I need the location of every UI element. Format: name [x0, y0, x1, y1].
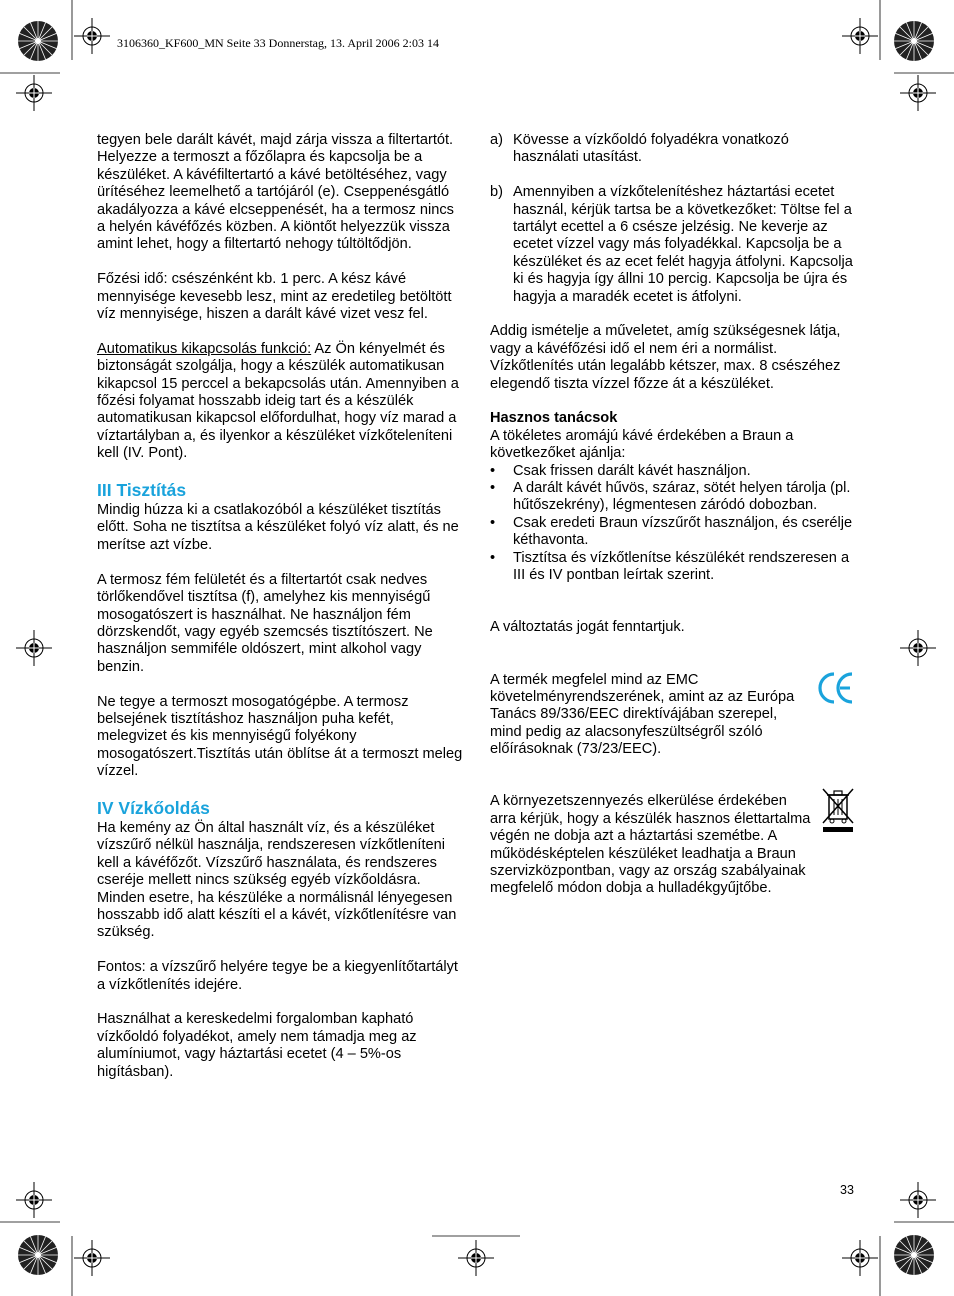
- paragraph-cleaning-2: A termosz fém felületét és a filtertartót csak nedves törlőkendővel tisztítsa (f), amelyhez kis mennyiségű mosogatószert is használhat. Ne használjon fém dörzskendőt, vagy egyéb szemcsés tisztítószert. Ne használjon semmiféle oldószert, mint alkohol vagy benzin.: [97, 571, 433, 675]
- registration-mark-icon: [900, 75, 936, 111]
- registration-mark-icon: [842, 1240, 878, 1276]
- tip-text: Csak eredeti Braun vízszűrőt használjon, és cserélje kéthavonta.: [513, 514, 853, 549]
- registration-mark-icon: [894, 1235, 934, 1275]
- emc-text: A termék megfelel mind az EMC követelményrendszerének, amint az az Európa Tanács 89/336/EEC direktívájában szerepel, mind pedig az alacsonyfeszültségről szóló előírásoknak (73/23/EEC).: [490, 671, 795, 758]
- registration-mark-icon: [458, 1240, 494, 1276]
- bullet: •: [490, 480, 496, 497]
- registration-mark-icon: [74, 1240, 110, 1276]
- paragraph-descaling-3: Használhat a kereskedelmi forgalomban kapható vízkőoldó folyadékot, amely nem támadja meg az alumíniumot, vagy háztartási ecetet (4 – 5%-os higításban).: [97, 1011, 417, 1080]
- tip-text: A darált kávét hűvös, száraz, sötét helyen tárolja (pl. hűtőszekrény), légmentesen záródó dobozban.: [513, 480, 851, 514]
- paragraph-descaling-1: Ha kemény az Ön által használt víz, és a készüléket vízszűrő nélkül használja, rendszeresen vízkőtleníteni kell a kávéfőzőt. Vízszűrő használata, és rendszeres cseréje mellett nincs szükség egyéb vízkőoldásra. Minden esetre, ha készüléke a normálisnál lényegesen hosszabb idő alatt készíti el a kávét, vízkőtlenítésre van szükség.: [97, 819, 457, 941]
- registration-mark-icon: [16, 1182, 52, 1218]
- auto-off-text: Az Ön kényelmét és biztonságát szolgálja, hogy a készülék automatikusan kikapcsol 15 perccel a bekapcsolás után. Amennyiben a főzési folyamat hosszabb ideig tart és a készülék automatikusan kikapcsol előfordulhat, hogy víz marad a víztartályban a, és ilyenkor a készüléket vízkőteleníteni kell (IV. Pont).: [97, 340, 459, 462]
- bullet: •: [490, 549, 496, 566]
- registration-mark-icon: [894, 21, 934, 61]
- paragraph-repeat: Addig ismételje a műveletet, amíg szükségesnek látja, vagy a kávéfőzési idő el nem éri a normálist. Vízkőtlenítés után legalább kétszer, max. 8 csészéhez elegendő tiszta vízzel főzze át a készüléket.: [490, 323, 841, 392]
- tips-title: Hasznos tanácsok: [490, 410, 618, 427]
- bullet: •: [490, 462, 496, 479]
- registration-mark-icon: [16, 630, 52, 666]
- paragraph-brewing: tegyen bele darált kávét, majd zárja vissza a filtertartót. Helyezze a termoszt a főzőlapra és kapcsolja be a készüléket. A kávéfiltertartó a kávé betöltéséhez, vagy ürítéséhez leemelhető a tartójáról (e). Cseppenésgátló akadályozza a kávé elcseppenését, ha a termosz nincs a helyén kávéfőzés közben. A kiöntőt helyezzük vissza amint lehet, hogy a filtertartó nehogy túltöltődjön.: [97, 132, 454, 253]
- paragraph-cleaning-1: Mindig húzza ki a csatlakozóból a készüléket tisztítás előtt. Soha ne tisztítsa a készüléket folyó víz alatt, és ne merítse azt vízbe.: [97, 502, 459, 553]
- heading-descaling: IV Vízkőoldás: [97, 797, 210, 818]
- paragraph-descaling-2: Fontos: a vízszűrő helyére tegye be a kiegyenlítőtartályt a vízkőtlenítés idejére.: [97, 959, 458, 993]
- registration-mark-icon: [18, 1235, 58, 1275]
- registration-mark-icon: [842, 18, 878, 54]
- list-text: Amennyiben a vízkőtelenítéshez háztartási ecetet használ, kérjük tartsa be a következőket: Töltse fel a tartályt ecettel a 6 csésze jelzésig. Ne keverje az ecetet vízzel vagy más folyadékkal. Kapcsolja be a készüléket és az ecet felét hagyja átfolyni. Kapcsolja ki és hagyja így állni 10 percig. Kapcsolja be újra és hagyja a maradék ecetet is átfolyni.: [513, 184, 853, 305]
- tips-intro: A tökéletes aromájú kávé érdekében a Braun a következőket ajánlja:: [490, 427, 794, 462]
- registration-mark-icon: [74, 18, 110, 54]
- paragraph-rights: A változtatás jogát fenntartjuk.: [490, 619, 685, 636]
- list-marker: a): [490, 132, 503, 148]
- tip-text: Csak frissen darált kávét használjon.: [513, 462, 751, 479]
- registration-mark-icon: [16, 75, 52, 111]
- list-marker: b): [490, 184, 503, 201]
- paragraph-brew-time: Főzési idő: csészénként kb. 1 perc. A kész kávé mennyisége kevesebb lesz, mint az eredetileg betöltött víz mennyisége, hiszen a darált kávé vizet vesz fel.: [97, 271, 452, 323]
- heading-cleaning: III Tisztítás: [97, 480, 187, 501]
- paragraph-cleaning-3: Ne tegye a termoszt mosogatógépbe. A termosz belsejének tisztításhoz használjon puha kefét, melegvizet és kis mennyiségű folyékony mosogatószert.Tisztítás után öblítse át a termoszt meleg vízzel.: [97, 693, 463, 780]
- auto-off-label: Automatikus kikapcsolás funkció:: [97, 340, 312, 357]
- registration-mark-icon: [900, 630, 936, 666]
- print-slug: 3106360_KF600_MN Seite 33 Donnerstag, 13. April 2006 2:03 14: [117, 36, 439, 50]
- bullet: •: [490, 514, 496, 531]
- registration-mark-icon: [18, 21, 58, 61]
- registration-mark-icon: [900, 1182, 936, 1218]
- page-number: 33: [840, 1183, 854, 1197]
- weee-text: A környezetszennyezés elkerülése érdekében arra kérjük, hogy a készülék hasznos élettartalma végén ne dobja azt a háztartási szemétbe. A működésképtelen készüléket leadhatja a Braun szervizközpontban, vagy az ország szabályainak megfelelő módon dobja a hulladékgyűjtőbe.: [490, 793, 811, 897]
- list-text: Kövesse a vízkőoldó folyadékra vonatkozó használati utasítást.: [513, 132, 789, 166]
- tip-text: Tisztítsa és vízkőtlenítse készülékét rendszeresen a III és IV pontban leírtak szerint.: [513, 549, 850, 584]
